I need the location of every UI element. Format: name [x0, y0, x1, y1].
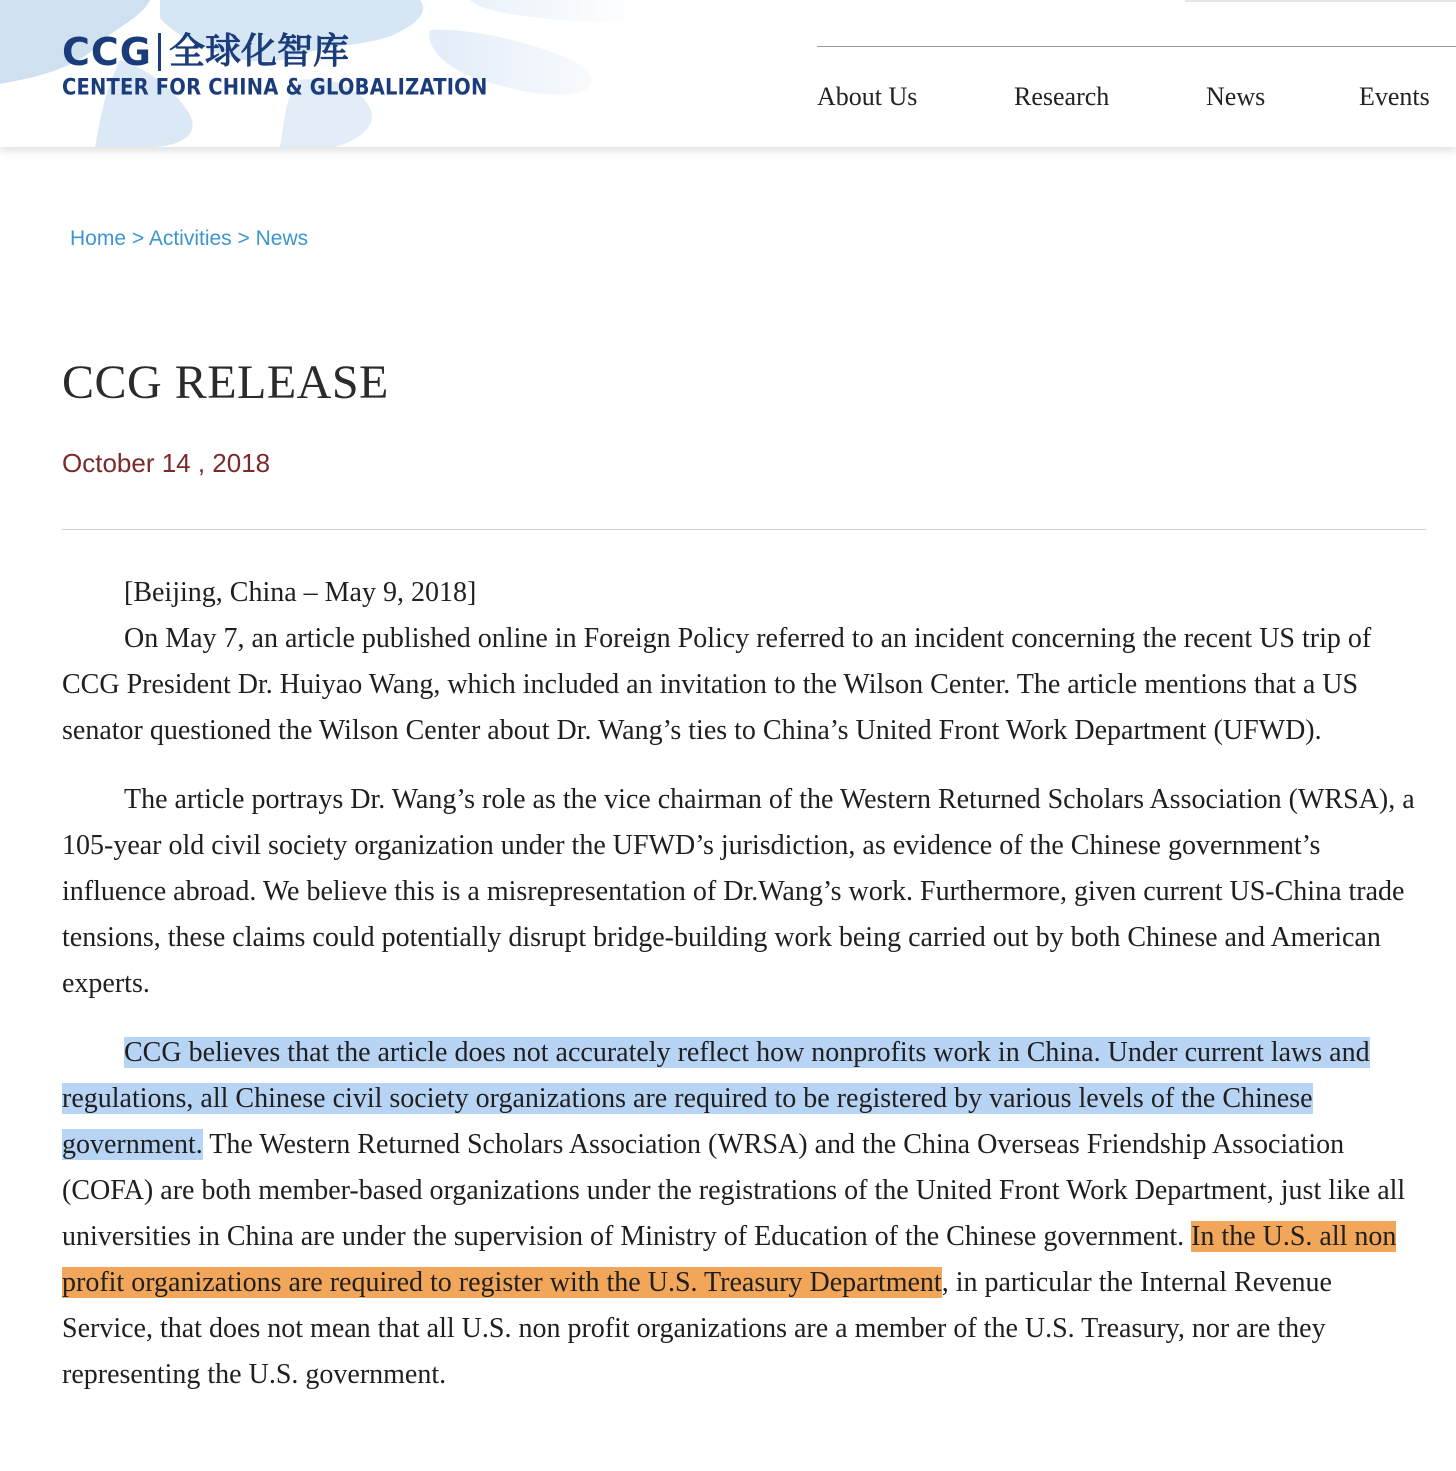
site-header: [0, 0, 1456, 147]
breadcrumb-separator: >: [237, 227, 250, 250]
article-paragraph-2: The article portrays Dr. Wang’s role as the vice chairman of the Western Returned Scholars Association (WRSA), a 105-year old civil society organization under the UFWD’s jurisdiction, as evidence of the Chinese government’s influence abroad. We believe this is a misrepresentation of Dr.Wang’s work. Furthermore, given current US-China trade tensions, these claims could potentially disrupt bridge-building work being carried out by both Chinese and American experts.: [62, 784, 1415, 999]
header-top-edge: [1185, 0, 1456, 2]
article-paragraph-1: On May 7, an article published online in Foreign Policy referred to an incident concerning the recent US trip of CCG President Dr. Huiyao Wang, which included an invitation to the Wilson Center. The article mentions that a US senator questioned the Wilson Center about Dr. Wang’s ties to China’s United Front Work Department (UFWD).: [62, 623, 1372, 746]
breadcrumb-separator: >: [131, 227, 145, 250]
article-paragraph-3: [62, 1030, 1426, 1398]
text-selection-highlight: CCG believes that the article does not accurately reflect how nonprofits work in China. Under current laws and regulations, all Chinese civil society organizations are required to be registered by various levels of the Chinese government.: [62, 1037, 1370, 1160]
logo-chinese-name: 全球化智库: [168, 31, 349, 72]
nav-news[interactable]: News: [1206, 82, 1266, 111]
breadcrumb-news[interactable]: News: [255, 227, 309, 250]
nav-divider: [817, 46, 1456, 47]
article-body: [62, 570, 1426, 1398]
breadcrumb-home[interactable]: Home: [70, 227, 127, 250]
article-dateline: [Beijing, China – May 9, 2018]: [124, 577, 477, 608]
breadcrumb-activities[interactable]: Activities: [148, 227, 232, 250]
paragraph-text: , in particular the Internal Revenue Service, that does not mean that all U.S. non profit organizations are a member of the U.S. Treasury, nor are they representing the U.S. government.: [62, 1267, 1332, 1390]
nav-events[interactable]: Events: [1359, 82, 1430, 111]
publish-date: October 14 , 2018: [62, 448, 271, 478]
logo-english-name: CENTER FOR CHINA & GLOBALIZATION: [62, 74, 488, 101]
paragraph-text: The Western Returned Scholars Association (WRSA) and the China Overseas Friendship Association (COFA) are both member-based organizations under the registrations of the United Front Work Department, just like all universities in China are under the supervision of Ministry of Education of the Chinese government.: [62, 1129, 1406, 1252]
nav-about-us[interactable]: About Us: [817, 82, 918, 111]
site-logo[interactable]: [62, 30, 488, 101]
breadcrumb: [70, 227, 308, 251]
logo-divider: [158, 33, 161, 71]
nav-research[interactable]: Research: [1014, 82, 1110, 111]
title-divider: [62, 529, 1426, 530]
page-title: CCG RELEASE: [62, 356, 389, 409]
text-highlight-orange: In the U.S. all non profit organizations are required to register with the U.S. Treasury Department: [62, 1221, 1397, 1298]
logo-abbreviation: CCG: [62, 30, 152, 74]
